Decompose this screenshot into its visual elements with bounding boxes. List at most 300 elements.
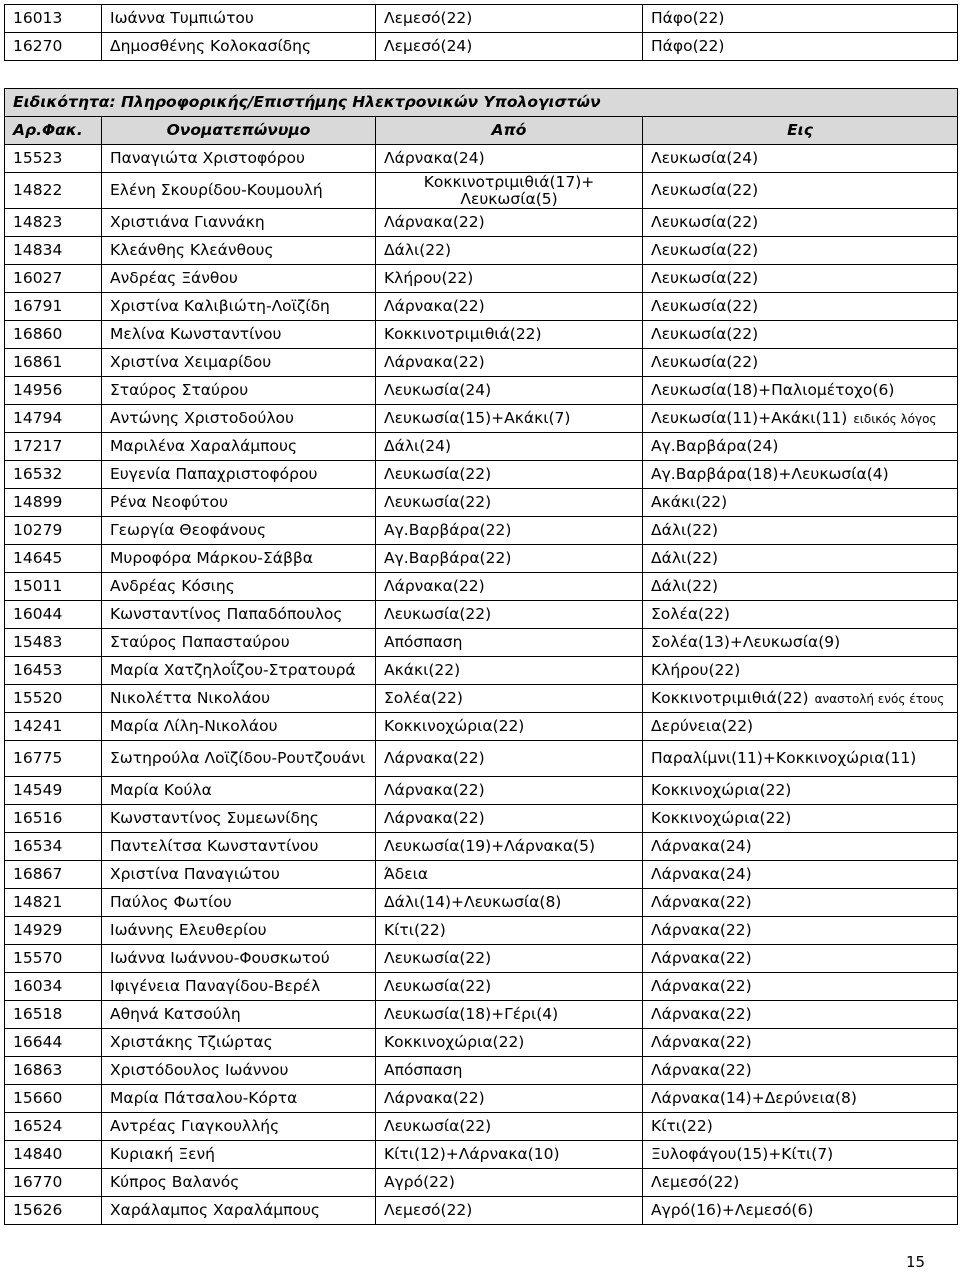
header-to: Εις (643, 117, 958, 145)
file-number-text: 14645 (13, 549, 63, 567)
remark-note: ειδικός λόγος (853, 411, 937, 426)
name-cell (102, 657, 376, 685)
file-number-cell (5, 377, 102, 405)
file-number-text: 17217 (13, 437, 63, 455)
name-text: Μαρία Κούλα (110, 781, 212, 799)
file-number-cell (5, 349, 102, 377)
from-text: Λάρνακα(22) (384, 297, 485, 315)
file-number-text: 14549 (13, 781, 63, 799)
to-cell (643, 1169, 958, 1197)
from-cell (376, 889, 643, 917)
table-row (5, 173, 958, 209)
file-number-cell (5, 145, 102, 173)
name-text: Χαράλαμπος Χαραλάμπους (110, 1201, 321, 1219)
column-header-row (5, 117, 958, 145)
to-text: Κλήρου(22) (651, 660, 741, 679)
file-number-cell (5, 1113, 102, 1141)
to-cell (643, 489, 958, 517)
file-number-cell (5, 777, 102, 805)
from-cell (376, 321, 643, 349)
name-cell (102, 713, 376, 741)
from-cell (376, 657, 643, 685)
name-text: Μυροφόρα Μάρκου-Σάββα (110, 549, 313, 567)
table-row (5, 1029, 958, 1057)
from-text: Λευκωσία(18)+Γέρι(4) (384, 1005, 559, 1023)
from-cell: Λεμεσό(24) (376, 33, 643, 61)
from-text: Κοκκινοχώρια(22) (384, 717, 525, 735)
table-row (5, 1197, 958, 1225)
to-text: Λάρνακα(14)+Δερύνεια(8) (651, 1088, 857, 1107)
to-text: Λάρνακα(24) (651, 864, 752, 883)
file-number-cell (5, 405, 102, 433)
name-cell (102, 1197, 376, 1225)
table-row (5, 145, 958, 173)
name-cell (102, 1113, 376, 1141)
to-text: Κοκκινοχώρια(22) (651, 780, 792, 799)
to-cell (643, 209, 958, 237)
to-text: Λευκωσία(18)+Παλιομέτοχο(6) (651, 380, 895, 399)
name-cell (102, 917, 376, 945)
name-cell (102, 293, 376, 321)
to-cell (643, 1029, 958, 1057)
to-cell (643, 237, 958, 265)
file-number-text: 16516 (13, 809, 63, 827)
file-number-cell (5, 1169, 102, 1197)
file-number-text: 15520 (13, 689, 63, 707)
to-cell (643, 713, 958, 741)
table-row (5, 573, 958, 601)
to-cell (643, 1113, 958, 1141)
table-row (5, 545, 958, 573)
name-text: Σωτηρούλα Λοϊζίδου-Ρουτζουάνι (110, 749, 366, 767)
name-text: Χριστίνα Χειμαρίδου (110, 353, 272, 371)
to-text: Σολέα(22) (651, 604, 730, 623)
file-number-cell (5, 601, 102, 629)
to-cell (643, 889, 958, 917)
name-text: Κλεάνθης Κλεάνθους (110, 241, 274, 259)
from-cell (376, 685, 643, 713)
to-cell (643, 405, 958, 433)
to-cell (643, 657, 958, 685)
file-number-cell (5, 1085, 102, 1113)
name-cell (102, 545, 376, 573)
file-number-cell (5, 1029, 102, 1057)
name-text: Κυριακή Ξενή (110, 1145, 215, 1163)
file-number-text: 16534 (13, 837, 63, 855)
name-cell (102, 1141, 376, 1169)
to-text: Λάρνακα(22) (651, 892, 752, 911)
file-number-cell (5, 685, 102, 713)
file-number-text: 16860 (13, 325, 63, 343)
name-cell (102, 517, 376, 545)
to-cell (643, 1001, 958, 1029)
to-text: Λευκωσία(22) (651, 240, 759, 259)
from-text: Αγρό(22) (384, 1173, 455, 1191)
from-cell (376, 545, 643, 573)
to-text: Λευκωσία(22) (651, 180, 759, 199)
file-number-cell (5, 209, 102, 237)
file-number-text: 16791 (13, 297, 63, 315)
file-number-cell (5, 1197, 102, 1225)
from-cell (376, 1113, 643, 1141)
table-row (5, 293, 958, 321)
to-text: Αγρό(16)+Λεμεσό(6) (651, 1200, 814, 1219)
to-text: Λευκωσία(22) (651, 324, 759, 343)
name-text: Παύλος Φωτίου (110, 893, 232, 911)
table-row (5, 377, 958, 405)
file-number-text: 16644 (13, 1033, 63, 1051)
to-text: Κοκκινοτριμιθιά(22) (651, 688, 809, 707)
file-number-text: 15523 (13, 149, 63, 167)
from-cell (376, 777, 643, 805)
from-text: Δάλι(14)+Λευκωσία(8) (384, 893, 562, 911)
table-row (5, 945, 958, 973)
name-text: Ευγενία Παπαχριστοφόρου (110, 465, 318, 483)
name-text: Γεωργία Θεοφάνους (110, 521, 267, 539)
header-file-number: Αρ.Φακ. (5, 117, 102, 145)
name-text: Χριστάκης Τζιώρτας (110, 1033, 273, 1051)
to-cell (643, 517, 958, 545)
from-text: Αγ.Βαρβάρα(22) (384, 521, 512, 539)
name-text: Μαρία Λίλη-Νικολάου (110, 717, 278, 735)
name-text: Σταύρος Σταύρου (110, 381, 249, 399)
name-cell (102, 1029, 376, 1057)
name-cell (102, 1169, 376, 1197)
to-text: Λευκωσία(11)+Ακάκι(11) (651, 408, 848, 427)
file-number-text: 14956 (13, 381, 63, 399)
from-cell (376, 833, 643, 861)
file-number-text: 16034 (13, 977, 63, 995)
from-cell (376, 1141, 643, 1169)
table-row (5, 405, 958, 433)
table-row (5, 833, 958, 861)
file-number-cell (5, 489, 102, 517)
to-cell (643, 265, 958, 293)
file-number-cell (5, 545, 102, 573)
from-text: Λευκωσία(22) (384, 949, 492, 967)
name-cell (102, 685, 376, 713)
file-number-cell: 16013 (5, 5, 102, 33)
table-row (5, 5, 958, 33)
name-cell (102, 237, 376, 265)
to-cell (643, 917, 958, 945)
header-name: Ονοματεπώνυμο (102, 117, 376, 145)
to-cell (643, 145, 958, 173)
from-text: Λάρνακα(22) (384, 749, 485, 767)
to-text: Αγ.Βαρβάρα(18)+Λευκωσία(4) (651, 464, 889, 483)
from-text: Κοκκινοτριμιθιά(17)+ Λευκωσία(5) (423, 172, 595, 208)
from-text: Κλήρου(22) (384, 269, 474, 287)
from-cell (376, 973, 643, 1001)
from-cell (376, 517, 643, 545)
file-number-text: 16861 (13, 353, 63, 371)
from-text: Άδεια (384, 865, 429, 883)
table-row (5, 1169, 958, 1197)
to-text: Λάρνακα(22) (651, 1004, 752, 1023)
file-number-cell (5, 713, 102, 741)
to-text: Παραλίμνι(11)+Κοκκινοχώρια(11) (651, 748, 917, 767)
from-cell (376, 713, 643, 741)
name-text: Χριστόδουλος Ιωάννου (110, 1061, 289, 1079)
from-cell (376, 945, 643, 973)
file-number-text: 16532 (13, 465, 63, 483)
file-number-cell (5, 265, 102, 293)
to-cell (643, 945, 958, 973)
file-number-cell (5, 741, 102, 777)
file-number-cell (5, 573, 102, 601)
name-text: Ελένη Σκουρίδου-Κουμουλή (110, 181, 323, 199)
name-text: Κωνσταντίνος Συμεωνίδης (110, 809, 319, 827)
file-number-text: 15660 (13, 1089, 63, 1107)
name-text: Αντρέας Γιαγκουλλής (110, 1117, 280, 1135)
name-text: Χριστιάνα Γιαννάκη (110, 213, 265, 231)
to-text: Λάρνακα(22) (651, 1060, 752, 1079)
table-gap (5, 61, 958, 89)
file-number-cell (5, 889, 102, 917)
file-number-text: 14929 (13, 921, 63, 939)
name-cell (102, 973, 376, 1001)
to-text: Λευκωσία(24) (651, 148, 759, 167)
table-row (5, 461, 958, 489)
table-row (5, 349, 958, 377)
table-row (5, 237, 958, 265)
from-text: Κοκκινοχώρια(22) (384, 1033, 525, 1051)
file-number-text: 16863 (13, 1061, 63, 1079)
from-cell (376, 601, 643, 629)
from-text: Λευκωσία(15)+Ακάκι(7) (384, 409, 571, 427)
to-cell (643, 777, 958, 805)
transfers-table (4, 4, 958, 1225)
name-text: Μαρία Πάτσαλου-Κόρτα (110, 1089, 298, 1107)
name-cell (102, 805, 376, 833)
from-cell (376, 461, 643, 489)
from-text: Λάρνακα(24) (384, 149, 485, 167)
name-text: Ιωάννης Ελευθερίου (110, 921, 267, 939)
from-cell (376, 917, 643, 945)
to-text: Δάλι(22) (651, 576, 719, 595)
to-text: Αγ.Βαρβάρα(24) (651, 436, 779, 455)
to-text: Κίτι(22) (651, 1116, 713, 1135)
specialty-heading-row (5, 89, 958, 117)
from-cell (376, 237, 643, 265)
table-row (5, 861, 958, 889)
name-cell (102, 489, 376, 517)
to-cell (643, 741, 958, 777)
file-number-cell (5, 433, 102, 461)
from-cell (376, 629, 643, 657)
from-cell (376, 349, 643, 377)
table-row (5, 777, 958, 805)
from-cell (376, 145, 643, 173)
table-row (5, 1001, 958, 1029)
from-cell (376, 1029, 643, 1057)
from-text: Λευκωσία(22) (384, 465, 492, 483)
from-cell (376, 293, 643, 321)
from-text: Κίτι(22) (384, 921, 446, 939)
to-cell (643, 173, 958, 209)
name-cell (102, 461, 376, 489)
from-cell (376, 861, 643, 889)
file-number-cell (5, 973, 102, 1001)
from-cell (376, 1169, 643, 1197)
file-number-cell (5, 461, 102, 489)
table-row (5, 1085, 958, 1113)
from-text: Λάρνακα(22) (384, 577, 485, 595)
name-text: Μαριλένα Χαραλάμπους (110, 437, 298, 455)
name-text: Μαρία Χατζηλοΐζου-Στρατουρά (110, 661, 356, 679)
to-text: Λευκωσία(22) (651, 296, 759, 315)
table-row (5, 601, 958, 629)
name-text: Παντελίτσα Κωνσταντίνου (110, 837, 319, 855)
table-row (5, 433, 958, 461)
from-cell (376, 1197, 643, 1225)
name-cell: Ιωάννα Τυμπιώτου (102, 5, 376, 33)
from-cell (376, 741, 643, 777)
to-text: Ξυλοφάγου(15)+Κίτι(7) (651, 1144, 834, 1163)
name-text: Παναγιώτα Χριστοφόρου (110, 149, 305, 167)
name-cell (102, 861, 376, 889)
to-text: Λάρνακα(22) (651, 948, 752, 967)
file-number-text: 10279 (13, 521, 63, 539)
from-text: Απόσπαση (384, 633, 463, 651)
from-cell (376, 1057, 643, 1085)
from-cell (376, 173, 643, 209)
name-cell (102, 889, 376, 917)
file-number-text: 15626 (13, 1201, 63, 1219)
file-number-cell: 16270 (5, 33, 102, 61)
file-number-text: 15570 (13, 949, 63, 967)
to-cell (643, 573, 958, 601)
table-row (5, 321, 958, 349)
to-text: Λευκωσία(22) (651, 212, 759, 231)
to-cell (643, 805, 958, 833)
to-cell (643, 377, 958, 405)
table-row (5, 1141, 958, 1169)
name-cell (102, 1057, 376, 1085)
table-row (5, 741, 958, 777)
name-cell (102, 1001, 376, 1029)
to-cell (643, 861, 958, 889)
table-row (5, 805, 958, 833)
to-cell (643, 433, 958, 461)
name-cell (102, 433, 376, 461)
table-row (5, 33, 958, 61)
file-number-text: 14823 (13, 213, 63, 231)
name-cell (102, 265, 376, 293)
from-text: Δάλι(24) (384, 437, 452, 455)
name-text: Ανδρέας Ξάνθου (110, 269, 238, 287)
name-text: Αντώνης Χριστοδούλου (110, 409, 294, 427)
from-cell (376, 405, 643, 433)
from-text: Λευκωσία(22) (384, 605, 492, 623)
file-number-cell (5, 173, 102, 209)
table-row (5, 973, 958, 1001)
file-number-cell (5, 517, 102, 545)
name-cell (102, 945, 376, 973)
table-row (5, 629, 958, 657)
to-text: Δερύνεια(22) (651, 716, 754, 735)
file-number-cell (5, 657, 102, 685)
header-from: Από (376, 117, 643, 145)
file-number-text: 14794 (13, 409, 63, 427)
to-text: Λεμεσό(22) (651, 1172, 740, 1191)
to-cell (643, 321, 958, 349)
to-text: Δάλι(22) (651, 520, 719, 539)
from-text: Λευκωσία(22) (384, 977, 492, 995)
to-cell (643, 545, 958, 573)
name-text: Αθηνά Κατσούλη (110, 1005, 241, 1023)
table-row (5, 209, 958, 237)
table-row (5, 1113, 958, 1141)
remark-note: αναστολή ενός έτους (814, 691, 945, 706)
from-text: Δάλι(22) (384, 241, 452, 259)
name-cell (102, 145, 376, 173)
file-number-cell (5, 833, 102, 861)
from-text: Σολέα(22) (384, 689, 463, 707)
to-cell (643, 1141, 958, 1169)
file-number-text: 16524 (13, 1117, 63, 1135)
to-cell: Πάφο(22) (643, 33, 958, 61)
file-number-text: 16518 (13, 1005, 63, 1023)
name-cell (102, 377, 376, 405)
to-text: Λάρνακα(22) (651, 976, 752, 995)
name-cell (102, 209, 376, 237)
from-text: Λάρνακα(22) (384, 1089, 485, 1107)
from-text: Λευκωσία(22) (384, 493, 492, 511)
to-cell (643, 1085, 958, 1113)
file-number-cell (5, 237, 102, 265)
file-number-text: 16770 (13, 1173, 63, 1191)
name-text: Νικολέττα Νικολάου (110, 689, 271, 707)
name-cell: Δημοσθένης Κολοκασίδης (102, 33, 376, 61)
file-number-text: 16044 (13, 605, 63, 623)
from-text: Λάρνακα(22) (384, 781, 485, 799)
table-row (5, 685, 958, 713)
file-number-cell (5, 861, 102, 889)
file-number-text: 14840 (13, 1145, 63, 1163)
file-number-text: 15483 (13, 633, 63, 651)
name-cell (102, 573, 376, 601)
name-text: Κωνσταντίνος Παπαδόπουλος (110, 605, 343, 623)
file-number-text: 14834 (13, 241, 63, 259)
from-text: Λευκωσία(24) (384, 381, 492, 399)
name-text: Μελίνα Κωνσταντίνου (110, 325, 282, 343)
table-row (5, 1057, 958, 1085)
to-cell: Πάφο(22) (643, 5, 958, 33)
file-number-cell (5, 1057, 102, 1085)
name-cell (102, 321, 376, 349)
from-text: Κοκκινοτριμιθιά(22) (384, 325, 542, 343)
name-cell (102, 1085, 376, 1113)
from-cell (376, 1001, 643, 1029)
to-cell (643, 601, 958, 629)
name-cell (102, 629, 376, 657)
file-number-cell (5, 321, 102, 349)
from-cell (376, 209, 643, 237)
from-text: Κίτι(12)+Λάρνακα(10) (384, 1145, 560, 1163)
name-text: Ιφιγένεια Παναγίδου-Βερέλ (110, 977, 321, 995)
table-row (5, 517, 958, 545)
name-cell (102, 741, 376, 777)
name-cell (102, 349, 376, 377)
file-number-text: 14822 (13, 181, 63, 199)
name-text: Ανδρέας Κόσιης (110, 577, 235, 595)
file-number-cell (5, 629, 102, 657)
name-text: Χριστίνα Καλιβιώτη-Λοϊζίδη (110, 297, 330, 315)
table-row (5, 265, 958, 293)
from-cell (376, 573, 643, 601)
name-text: Χριστίνα Παναγιώτου (110, 865, 280, 883)
